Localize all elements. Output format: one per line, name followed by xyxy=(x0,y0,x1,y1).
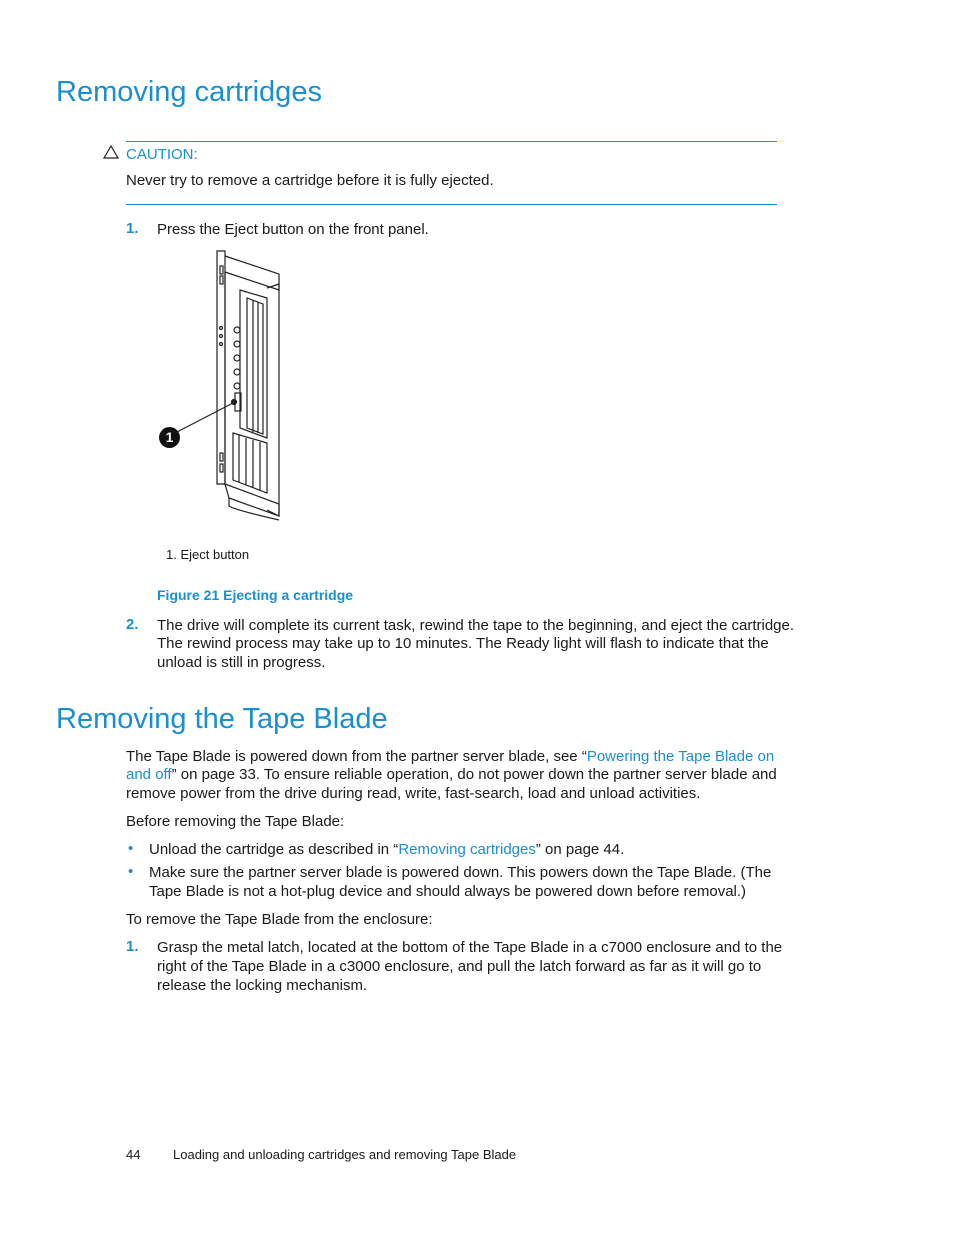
section-heading: Removing cartridges xyxy=(56,76,322,108)
divider xyxy=(126,204,777,205)
caution-triangle-icon xyxy=(103,145,119,159)
divider xyxy=(126,141,777,142)
paragraph-line xyxy=(126,765,777,784)
step-number: 1. xyxy=(126,220,139,237)
step-text: The drive will complete its current task, rewind the tape to the beginning, and eject the cartridge. xyxy=(157,617,795,634)
list-item: Make sure the partner server blade is powered down. This powers down the Tape Blade. (The xyxy=(149,864,772,881)
bullet-icon: • xyxy=(128,863,134,880)
text: ” on page 44. xyxy=(535,841,625,858)
link-removing-cartridges[interactable]: Removing cartridges xyxy=(398,841,536,858)
caution-text: Never try to remove a cartridge before it is fully ejected. xyxy=(126,172,494,189)
step-text: Grasp the metal latch, located at the bottom of the Tape Blade in a c7000 enclosure and to the xyxy=(157,939,783,956)
paragraph: Before removing the Tape Blade: xyxy=(126,813,345,830)
step-text: The rewind process may take up to 10 minutes. The Ready light will flash to indicate that the xyxy=(157,635,769,652)
footer-title: Loading and unloading cartridges and removing Tape Blade xyxy=(173,1147,517,1162)
link-powering-tape-blade[interactable]: Powering the Tape Blade on xyxy=(586,748,775,765)
step-text: right of the Tape Blade in a c3000 enclosure, and pull the latch forward as far as it will go to xyxy=(157,958,762,975)
caution-label: CAUTION: xyxy=(126,146,198,163)
list-item xyxy=(149,840,624,859)
bullet-icon: • xyxy=(128,840,134,857)
paragraph-line: remove power from the drive during read, write, fast-search, load and unload activities. xyxy=(126,785,701,802)
figure-caption: Figure 21 Ejecting a cartridge xyxy=(157,587,354,603)
paragraph: To remove the Tape Blade from the enclosure: xyxy=(126,911,433,928)
tape-blade-figure xyxy=(155,248,285,523)
step-number: 1. xyxy=(126,938,139,955)
step-text: release the locking mechanism. xyxy=(157,977,368,994)
page-number: 44 xyxy=(126,1147,141,1162)
paragraph-line xyxy=(126,747,774,766)
section-heading: Removing the Tape Blade xyxy=(56,703,388,735)
step-text: Press the Eject button on the front panel. xyxy=(157,221,429,238)
list-item: Tape Blade is not a hot-plug device and should always be powered down before removal.) xyxy=(149,883,747,900)
step-text: unload is still in progress. xyxy=(157,654,326,671)
callout-1: 1 xyxy=(159,427,180,448)
text: ” on page 33. To ensure reliable operation, do not power down the partner server blade and xyxy=(171,766,777,783)
link-powering-tape-blade-cont[interactable]: and off xyxy=(126,766,172,783)
text: Unload the cartridge as described in “ xyxy=(149,841,399,858)
figure-legend: 1. Eject button xyxy=(166,547,250,562)
step-number: 2. xyxy=(126,616,139,633)
text: The Tape Blade is powered down from the partner server blade, see “ xyxy=(126,748,587,765)
